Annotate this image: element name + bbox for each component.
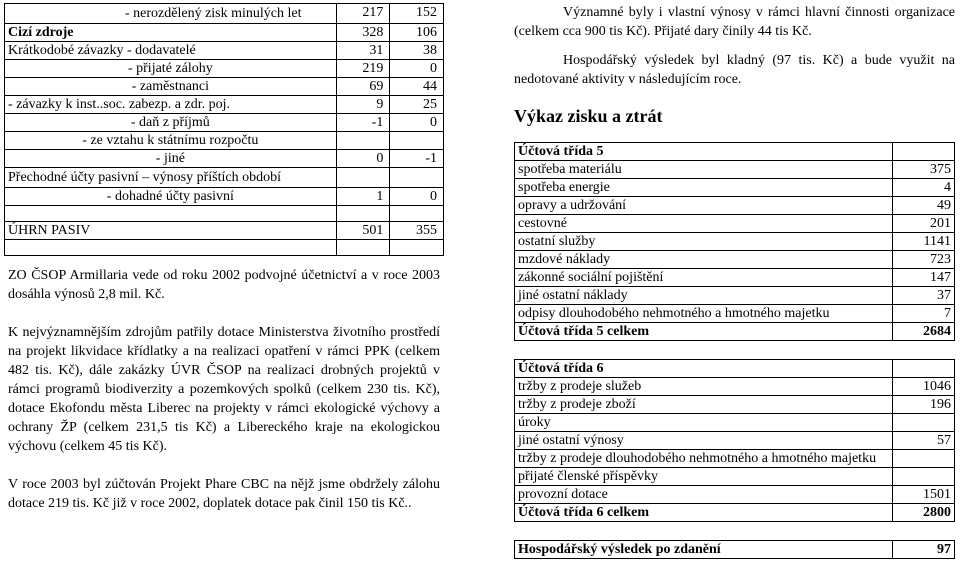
balance-value-current	[336, 132, 390, 150]
balance-table	[4, 3, 444, 256]
pl-row-value: 723	[893, 251, 955, 269]
pl-row-value: 196	[893, 396, 955, 414]
right-column	[514, 3, 955, 559]
balance-value-previous: 355	[390, 222, 444, 240]
pl-row-label: Účtová třída 6	[515, 360, 893, 378]
balance-value-current: 1	[336, 188, 390, 206]
pl-row-label: úroky	[515, 414, 893, 432]
pl-row	[515, 414, 955, 432]
pl-row-label: ostatní služby	[515, 233, 893, 251]
balance-row	[5, 132, 444, 150]
balance-row	[5, 206, 444, 222]
pl-row-value: 4	[893, 179, 955, 197]
balance-value-current: 328	[336, 24, 390, 42]
pl-row-label: přijaté členské příspěvky	[515, 468, 893, 486]
balance-value-previous: -1	[390, 150, 444, 168]
paragraph-accounting: ZO ČSOP Armillaria vede od roku 2002 podvojné účetnictví a v roce 2003 dosáhla výnosů 2,8 mil. Kč.	[8, 268, 440, 302]
balance-value-previous: 106	[390, 24, 444, 42]
pl-row-value	[893, 143, 955, 161]
balance-row-label: Krátkodobé závazky - dodavatelé	[5, 42, 337, 60]
balance-value-current: 219	[336, 60, 390, 78]
balance-value-previous: 152	[390, 4, 444, 24]
balance-value-current: 217	[336, 4, 390, 24]
balance-row-label: Cizí zdroje	[5, 24, 337, 42]
left-column	[4, 3, 444, 513]
balance-row	[5, 96, 444, 114]
balance-row	[5, 24, 444, 42]
balance-value-current: 0	[336, 150, 390, 168]
pl-row-label	[515, 341, 893, 360]
pl-row-label: cestovné	[515, 215, 893, 233]
pl-row-label: jiné ostatní náklady	[515, 287, 893, 305]
pl-row	[515, 432, 955, 450]
paragraph-result: Hospodářský výsledek byl kladný (97 tis. Kč) a bude využit na nedotované aktivity v následujícím roce.	[514, 53, 955, 87]
pl-row-value: 1141	[893, 233, 955, 251]
pl-row	[515, 396, 955, 414]
pl-row-value: 2800	[893, 504, 955, 522]
pl-row	[515, 486, 955, 504]
paragraph-phare: V roce 2003 byl zúčtován Projekt Phare CBC na nějž jsme obdržely zálohu dotace 219 tis. Kč již v roce 2002, doplatek dotace pak činil 150 tis Kč..	[8, 477, 440, 511]
table-gap	[515, 522, 955, 541]
balance-row-label: - závazky k inst..soc. zabezp. a zdr. poj.	[5, 96, 337, 114]
balance-row	[5, 42, 444, 60]
balance-value-current: 9	[336, 96, 390, 114]
pl-row-label: spotřeba materiálu	[515, 161, 893, 179]
pl-row-value: 57	[893, 432, 955, 450]
pl-row-value: 375	[893, 161, 955, 179]
balance-row	[5, 60, 444, 78]
pl-row-label: tržby z prodeje dlouhodobého nehmotného a hmotného majetku	[515, 450, 893, 468]
pl-row	[515, 233, 955, 251]
pl-row-label: zákonné sociální pojištění	[515, 269, 893, 287]
pl-row-label: Účtová třída 5	[515, 143, 893, 161]
balance-value-current: 501	[336, 222, 390, 240]
pl-row-value	[893, 450, 955, 468]
balance-row-label: - zaměstnanci	[5, 78, 337, 96]
balance-value-previous: 0	[390, 188, 444, 206]
pl-row	[515, 360, 955, 378]
pl-row-label: provozní dotace	[515, 486, 893, 504]
balance-row	[5, 240, 444, 256]
balance-row-label: - přijaté zálohy	[5, 60, 337, 78]
pl-row-value	[893, 414, 955, 432]
balance-row-label: - ze vztahu k státnímu rozpočtu	[5, 132, 337, 150]
balance-value-previous: 0	[390, 114, 444, 132]
balance-value-current	[336, 206, 390, 222]
balance-row-label	[5, 206, 337, 222]
pl-row-value	[893, 468, 955, 486]
pl-row	[515, 161, 955, 179]
balance-value-previous: 38	[390, 42, 444, 60]
pl-row	[515, 179, 955, 197]
pl-row	[515, 541, 955, 559]
pl-row	[515, 287, 955, 305]
balance-value-current	[336, 240, 390, 256]
balance-value-previous	[390, 132, 444, 150]
pl-row	[515, 215, 955, 233]
profit-loss-table	[514, 142, 955, 559]
balance-row-label: - dohadné účty pasivní	[5, 188, 337, 206]
pl-row	[515, 143, 955, 161]
pl-row	[515, 323, 955, 341]
balance-row-label	[5, 240, 337, 256]
balance-row	[5, 114, 444, 132]
balance-value-previous: 0	[390, 60, 444, 78]
pl-row-label: Účtová třída 6 celkem	[515, 504, 893, 522]
balance-row-label: ÚHRN PASIV	[5, 222, 337, 240]
balance-row	[5, 4, 444, 24]
balance-row	[5, 188, 444, 206]
pl-row-label: Účtová třída 5 celkem	[515, 323, 893, 341]
paragraph-own-revenue: Významné byly i vlastní výnosy v rámci hlavní činnosti organizace (celkem cca 900 tis Kč). Přijaté dary činily 44 tis Kč.	[514, 5, 955, 39]
balance-row-label: Přechodné účty pasivní – výnosy příštích období	[5, 168, 337, 188]
pl-row	[515, 197, 955, 215]
balance-row-label: - jiné	[5, 150, 337, 168]
pl-row-value: 2684	[893, 323, 955, 341]
pl-row-label: mzdové náklady	[515, 251, 893, 269]
balance-value-current: 69	[336, 78, 390, 96]
balance-value-current: -1	[336, 114, 390, 132]
pl-row-label: spotřeba energie	[515, 179, 893, 197]
balance-value-previous	[390, 240, 444, 256]
pl-row	[515, 269, 955, 287]
pl-row-label	[515, 522, 893, 541]
pl-row-value: 7	[893, 305, 955, 323]
balance-value-current: 31	[336, 42, 390, 60]
pl-row	[515, 504, 955, 522]
balance-row	[5, 78, 444, 96]
pl-row-value: 97	[893, 541, 955, 559]
balance-row-label: - daň z příjmů	[5, 114, 337, 132]
balance-value-previous: 44	[390, 78, 444, 96]
pl-row-label: jiné ostatní výnosy	[515, 432, 893, 450]
balance-row-label: - nerozdělený zisk minulých let	[5, 4, 337, 24]
pl-row-label: opravy a udržování	[515, 197, 893, 215]
balance-value-previous: 25	[390, 96, 444, 114]
pl-row-value: 1501	[893, 486, 955, 504]
pl-row-label: tržby z prodeje služeb	[515, 378, 893, 396]
pl-row-label: tržby z prodeje zboží	[515, 396, 893, 414]
paragraph-sources: K nejvýznamnějším zdrojům patřily dotace Ministerstva životního prostředí na projekt likvidace křídlatky a na realizaci opatření v rámci PPK (celkem 482 tis. Kč), dále zakázky ÚVR ČSOP na realizaci drobných projektů v rámci programů biodiverzity a pozemkových spolků (celkem 230 tis. Kč), dotace Ekofondu města Liberec na projekty v rámci ekologické výchovy a ochrany ŽP (celkem 231,5 tis Kč) a Libereckého kraje na ekologickou výchovu (celkem 45 tis Kč).	[8, 325, 440, 454]
pl-row-value: 49	[893, 197, 955, 215]
balance-value-previous	[390, 168, 444, 188]
pl-row-value	[893, 360, 955, 378]
pl-row	[515, 251, 955, 269]
pl-row-value: 37	[893, 287, 955, 305]
pl-row-value: 1046	[893, 378, 955, 396]
pl-row-value: 147	[893, 269, 955, 287]
balance-value-previous	[390, 206, 444, 222]
pl-row-value: 201	[893, 215, 955, 233]
pl-row-label: odpisy dlouhodobého nehmotného a hmotného majetku	[515, 305, 893, 323]
balance-row	[5, 222, 444, 240]
pl-row-value	[893, 341, 955, 360]
pl-row	[515, 378, 955, 396]
balance-value-current	[336, 168, 390, 188]
pl-row	[515, 468, 955, 486]
pl-row	[515, 450, 955, 468]
table-gap	[515, 341, 955, 360]
pl-row-label: Hospodářský výsledek po zdanění	[515, 541, 893, 559]
pl-row	[515, 305, 955, 323]
profit-loss-title: Výkaz zisku a ztrát	[514, 106, 663, 126]
left-text	[4, 266, 444, 513]
balance-row	[5, 168, 444, 188]
balance-row	[5, 150, 444, 168]
pl-row-value	[893, 522, 955, 541]
